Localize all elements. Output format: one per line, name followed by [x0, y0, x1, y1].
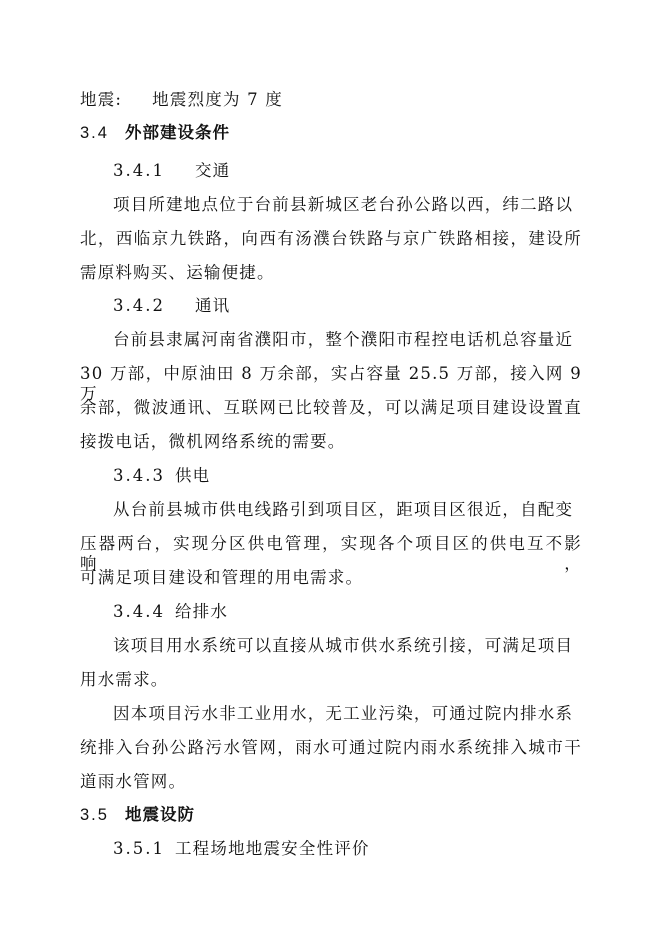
subsection-number: 3.4.1 — [113, 161, 165, 180]
paragraph-line: 项目所建地点位于台前县新城区老台孙公路以西，纬二路以 — [113, 195, 574, 214]
section-title: 地震设防 — [125, 805, 195, 824]
section-heading-3-5 — [80, 805, 195, 825]
seismic-label: 地震: — [80, 90, 123, 109]
section-number: 3.5 — [80, 806, 109, 824]
subsection-title: 供电 — [174, 466, 211, 485]
paragraph-line: 压器两台，实现分区供电管理，实现各个项目区的供电互不影响， — [80, 534, 582, 573]
paragraph-line: 需原料购买、运输便捷。 — [80, 263, 275, 282]
paragraph-line: 该项目用水系统可以直接从城市供水系统引接，可满足项目 — [113, 636, 574, 655]
subsection-heading-3-4-3 — [113, 466, 210, 486]
subsection-heading-3-4-1 — [113, 161, 230, 181]
subsection-number: 3.4.3 — [113, 466, 165, 485]
subsection-heading-3-4-4 — [113, 602, 228, 622]
paragraph-line: 余部，微波通讯、互联网已比较普及，可以满足项目建设设置直 — [80, 398, 582, 417]
paragraph-line: 北，西临京九铁路，向西有汤濮台铁路与京广铁路相接，建设所 — [80, 229, 582, 248]
subsection-title: 交通 — [194, 161, 231, 180]
paragraph-line: 用水需求。 — [80, 670, 169, 689]
subsection-number: 3.4.4 — [113, 602, 165, 621]
paragraph-line: 可满足项目建设和管理的用电需求。 — [80, 568, 364, 587]
subsection-heading-3-5-1 — [113, 839, 370, 859]
subsection-title: 工程场地地震安全性评价 — [174, 839, 370, 858]
paragraph-line: 从台前县城市供电线路引到项目区，距项目区很近，自配变 — [113, 500, 574, 519]
subsection-heading-3-4-2 — [113, 296, 230, 316]
subsection-title: 给排水 — [174, 602, 229, 621]
paragraph-line: 统排入台孙公路污水管网，雨水可通过院内雨水系统排入城市干 — [80, 738, 582, 757]
seismic-value: 地震烈度为 7 度 — [152, 90, 283, 109]
seismic-intensity-line — [80, 90, 283, 110]
section-number: 3.4 — [80, 124, 109, 142]
paragraph-line: 道雨水管网。 — [80, 772, 187, 791]
subsection-title: 通讯 — [194, 296, 231, 315]
paragraph-line: 30 万部，中原油田 8 万余部，实占容量 25.5 万部，接入网 9 万 — [80, 364, 582, 403]
paragraph-line: 接拨电话，微机网络系统的需要。 — [80, 432, 346, 451]
subsection-number: 3.4.2 — [113, 296, 165, 315]
section-title: 外部建设条件 — [125, 123, 230, 142]
paragraph-line: 台前县隶属河南省濮阳市，整个濮阳市程控电话机总容量近 — [113, 330, 574, 349]
paragraph-line: 因本项目污水非工业用水，无工业污染，可通过院内排水系 — [113, 704, 574, 723]
subsection-number: 3.5.1 — [113, 839, 165, 858]
section-heading-3-4 — [80, 123, 230, 143]
